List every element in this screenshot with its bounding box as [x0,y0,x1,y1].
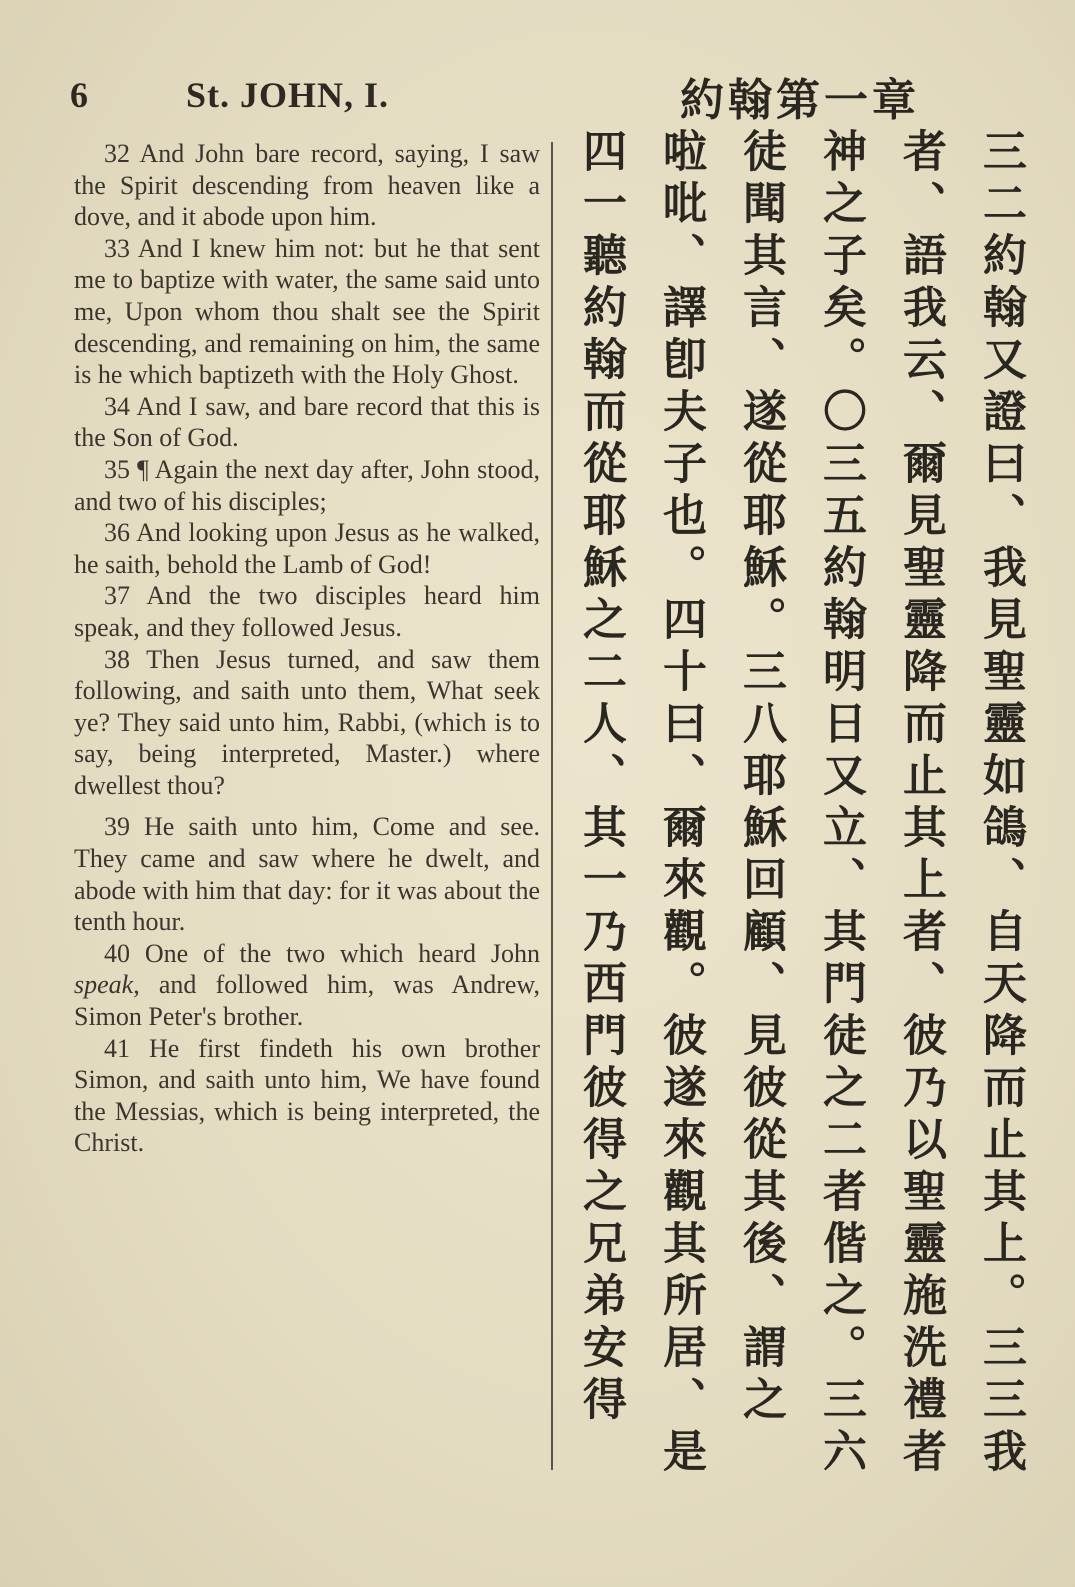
verse-40-start: 40 One of the two which heard John [104,938,540,968]
verse-38: 38 Then Jesus turned, and saw them following, and saith unto them, What seek ye? They said unto him, Rabbi, (which is to say, being interpreted, Master.) where dwellest thou? [74,644,540,800]
chinese-line-1: 三二約翰又證曰、我見聖靈如鴿、自天降而止其上。三三我 [975,128,1026,1480]
verse-gap [74,801,540,811]
page-number: 6 [70,75,88,115]
verse-37: 37 And the two disciples heard him speak, and they followed Jesus. [74,581,540,642]
running-head: St. JOHN, I. [186,75,390,115]
english-text-column [74,138,540,1159]
verse-40-italic: speak [74,970,134,1000]
verse-34: 34 And I saw, and bare record that this is the Son of God. [74,391,540,453]
verse-39: 39 He saith unto him, Come and see. They came and saw where he dwelt, and abode with him that day: for it was about the tenth hour. [74,812,540,937]
verse-33: 33 And I knew him not: but he that sent me to baptize with water, the same said unto me, Upon whom thou shalt see the Spirit descending, and remaining on him, the same is he which baptizeth with the Holy Ghost. [74,233,540,390]
verse-40-end: , and followed him, was Andrew, Simon Peter's brother. [74,970,540,1032]
chinese-line-2: 者、語我云、爾見聖靈降而止其上者、彼乃以聖靈施洗禮者 [895,128,946,1480]
column-divider [551,142,553,1470]
verse-40 [74,938,540,1033]
chinese-line-6: 四一聽約翰而從耶穌之二人、其一乃西門彼得之兄弟安得 [575,128,626,1428]
chinese-line-4: 徒聞其言、遂從耶穌。三八耶穌回顧、見彼從其後、謂之 [735,128,786,1428]
verse-32: 32 And John bare record, saying, I saw the Spirit descending from heaven like a dove, and it abode upon him. [74,139,540,232]
chinese-title: 約翰第一章 [680,75,920,126]
verse-35: 35 ¶ Again the next day after, John stood, and two of his disciples; [74,454,540,516]
chinese-text-column [570,128,1030,1488]
chinese-line-3: 神之子矣。〇三五約翰明日又立、其門徒之二者偕之。三六 [815,128,866,1480]
chinese-line-5: 啦吡、譯卽夫子也。四十曰、爾來觀。彼遂來觀其所居、是 [655,128,706,1480]
page-header [0,62,1075,126]
verse-41: 41 He first findeth his own brother Simon, and saith unto him, We have found the Messias, which is being interpreted, the Christ. [74,1033,540,1158]
verse-36: 36 And looking upon Jesus as he walked, he saith, behold the Lamb of God! [74,518,540,579]
